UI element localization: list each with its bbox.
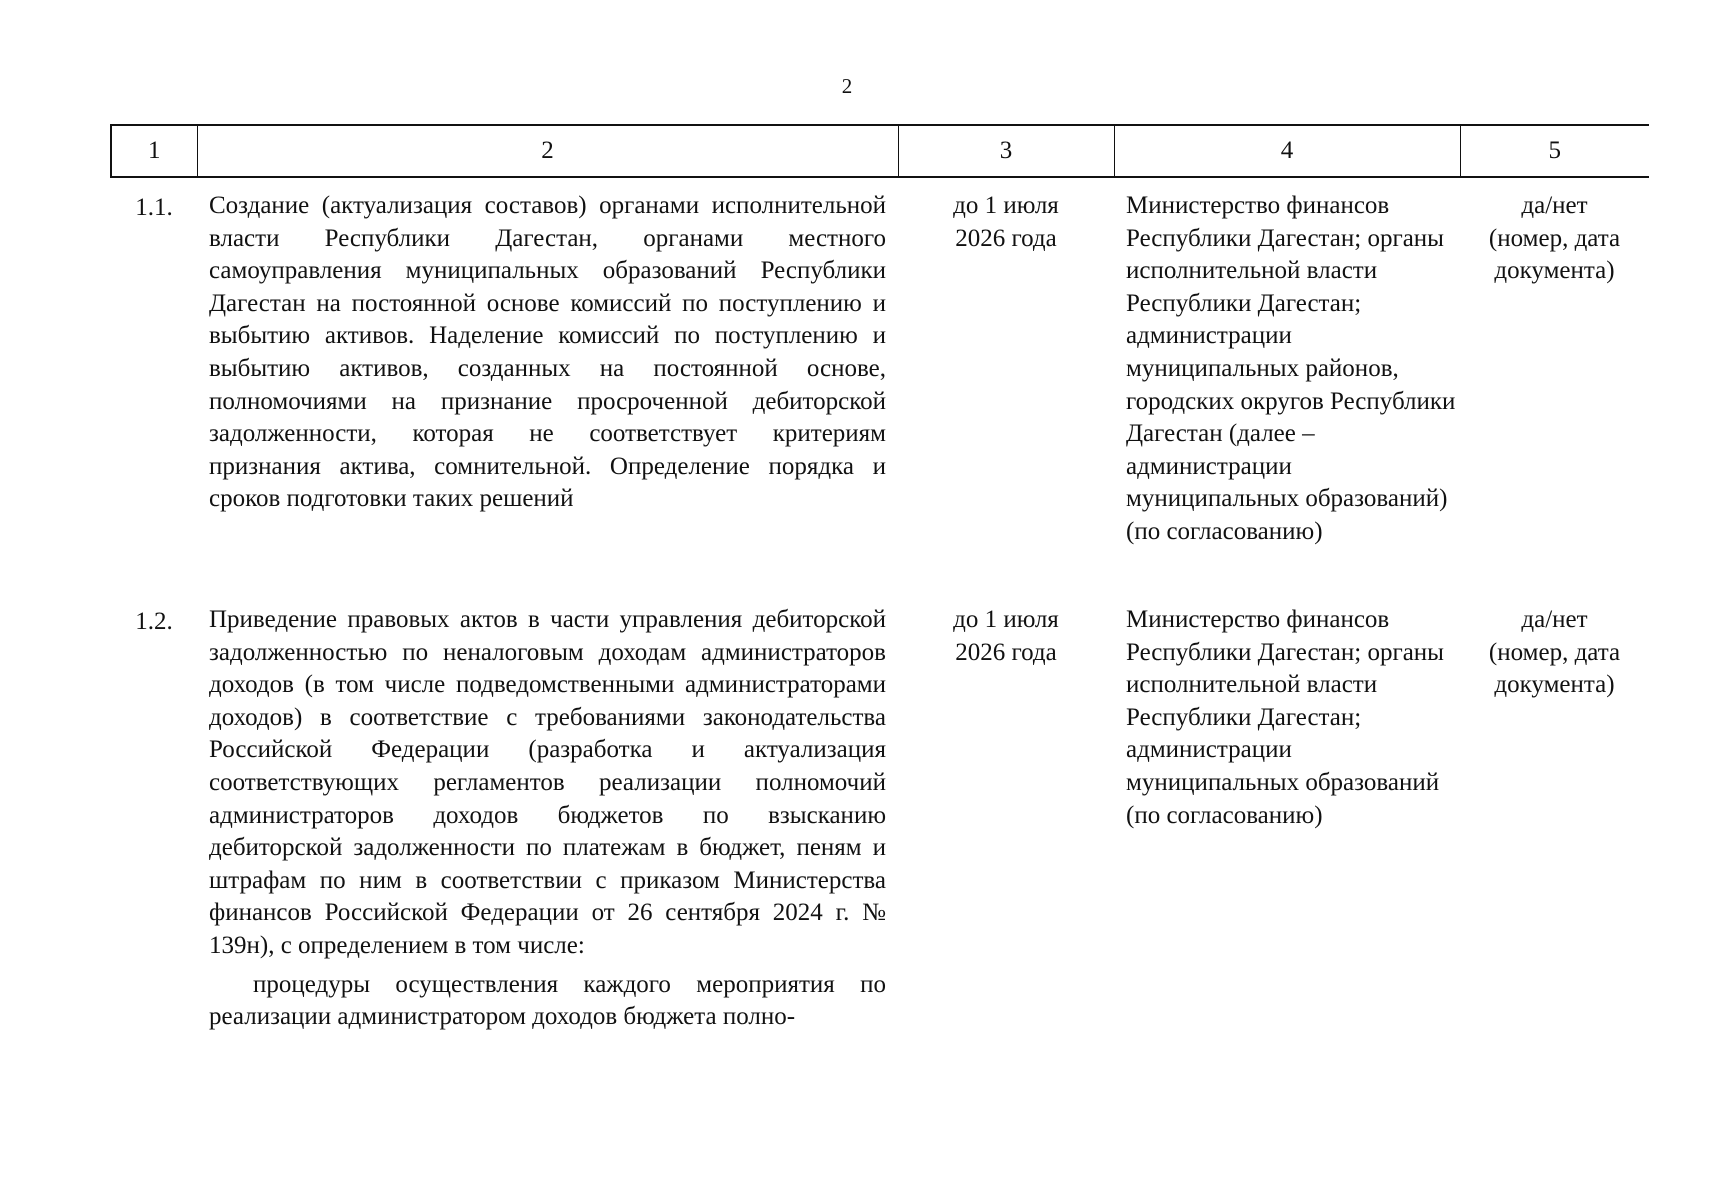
row-responsible: Министерство финансов Республики Дагестан; органы исполнительной власти Республики Дагестан; администрации муниципальных районов, городских округов Республики Дагестан (далее – администрации муниципальных образований) (по согласованию): [1126, 192, 1456, 545]
row-number: 1.1.: [135, 194, 173, 221]
description-text: Создание (актуализация составов) органами исполнительной власти Республики Дагестан, органами местного самоуправления муниципальных образований Республики Дагестан на постоянной основе комиссий по поступлению и выбытию активов. Наделение комиссий по поступлению и выбытию активов, созданных на постоянной основе, полномочиями на признание просроченной дебиторской задолженности, которая не соответствует критериям признания актива, сомнительной. Определение порядка и сроков подготовки таких решений: [209, 192, 886, 513]
row-responsible: Министерство финансов Республики Дагестан; органы исполнительной власти Республики Дагестан; администрации муниципальных образований (по согласованию): [1126, 606, 1444, 829]
measures-table: [110, 124, 1649, 1034]
result-line: (номер, дата: [1488, 638, 1621, 666]
table-header-row: [111, 125, 1649, 177]
row-number: 1.2.: [135, 608, 173, 635]
row-deadline: [898, 177, 1114, 592]
row-result: [1460, 177, 1649, 592]
result-line: документа): [1494, 257, 1615, 285]
description-text: Приведение правовых актов в части управления дебиторской задолженностью по неналоговым доходам администраторов доходов (в том числе подведомственными администраторами доходов) в соответствие с требованиями законодательства Российской Федерации (разработка и актуализация соответствующих регламентов реализации полномочий администраторов доходов бюджетов по взысканию дебиторской задолженности по платежам в бюджет, пеням и штрафам по ним в соответствии с приказом Министерства финансов Российской Федерации от 26 сентября 2024 г. № 139н), с определением в том числе:: [209, 606, 886, 959]
header-col-3: 3: [898, 125, 1114, 177]
result-line: да/нет: [1521, 606, 1588, 633]
row-description: [197, 592, 898, 1034]
description-continuation: процедуры осуществления каждого мероприятия по реализации администратором доходов бюджета полно-: [209, 970, 886, 1031]
header-col-4: 4: [1114, 125, 1460, 177]
result-line: документа): [1494, 671, 1615, 699]
row-description: [197, 177, 898, 592]
row-deadline: [898, 592, 1114, 1034]
result-line: да/нет: [1521, 192, 1588, 219]
result-line: (номер, дата: [1488, 224, 1621, 252]
table-row: [111, 177, 1649, 592]
deadline-line: 2026 года: [955, 224, 1057, 252]
header-col-2: 2: [197, 125, 898, 177]
page-number: 2: [841, 74, 853, 98]
deadline-line: до 1 июля: [953, 192, 1059, 219]
table-row: [111, 592, 1649, 1034]
deadline-line: 2026 года: [955, 638, 1057, 666]
row-result: [1460, 592, 1649, 1034]
header-col-5: 5: [1460, 125, 1649, 177]
deadline-line: до 1 июля: [953, 606, 1059, 633]
header-col-1: 1: [111, 125, 197, 177]
